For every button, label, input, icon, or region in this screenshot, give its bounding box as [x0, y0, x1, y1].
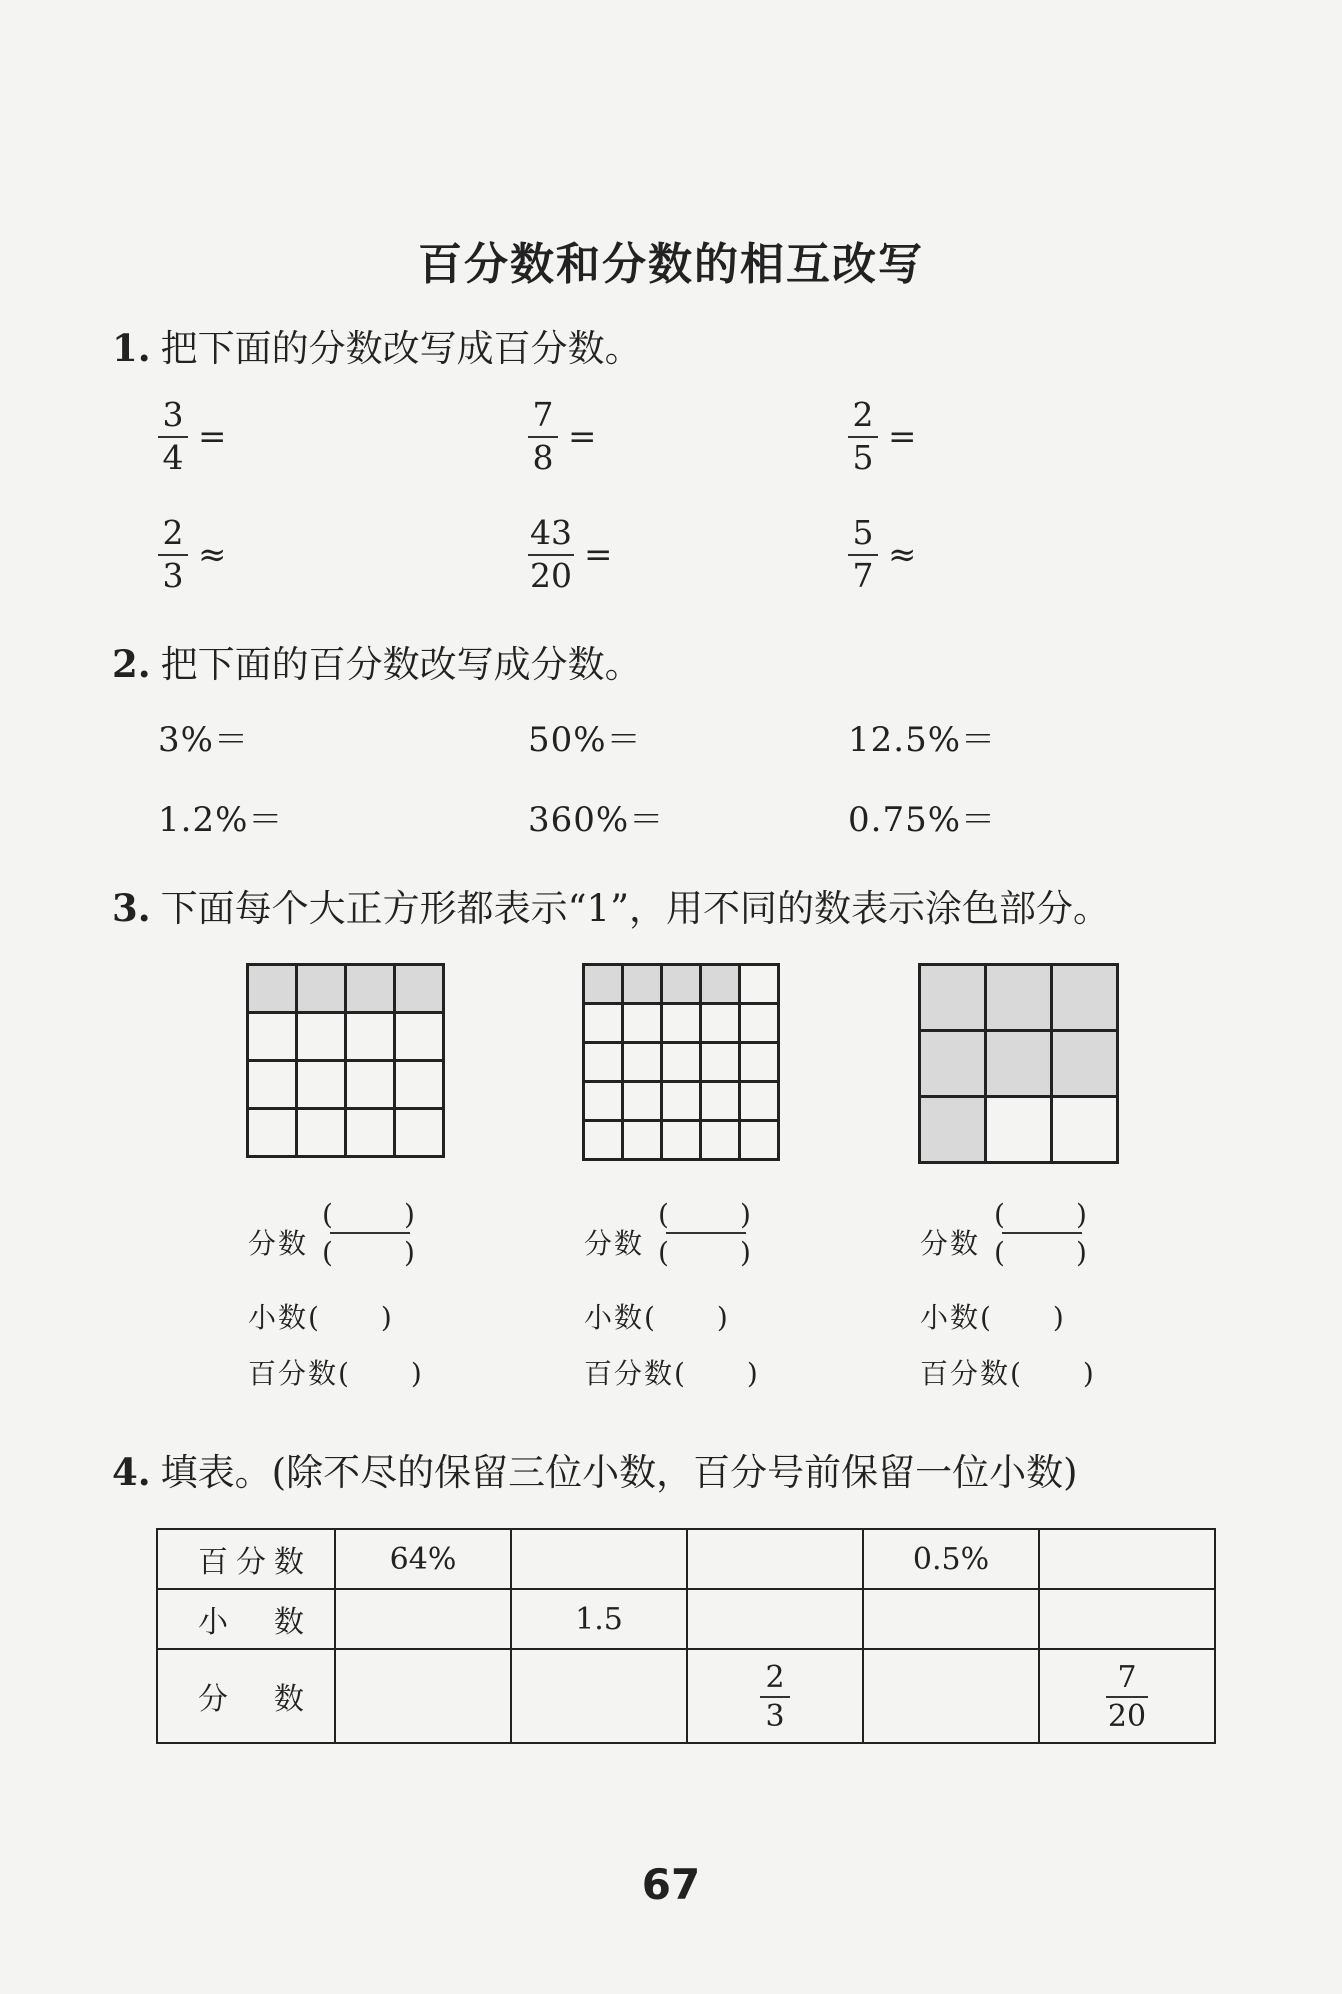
fraction-item	[848, 500, 917, 610]
fraction	[528, 395, 558, 477]
table-cell[interactable]	[335, 1589, 511, 1649]
square-grid-3x3	[918, 963, 1119, 1164]
operator: =	[568, 417, 597, 457]
table-cell[interactable]	[687, 1529, 863, 1589]
table-cell[interactable]: 1.5	[511, 1589, 687, 1649]
operator: =	[888, 417, 917, 457]
table-cell[interactable]	[335, 1649, 511, 1743]
denominator: 3	[162, 556, 184, 595]
table-cell[interactable]	[863, 1589, 1039, 1649]
table-cell[interactable]	[1039, 1529, 1215, 1589]
fraction-item	[158, 500, 227, 610]
decimal-label[interactable]: 小数( )	[248, 1301, 394, 1334]
table-cell[interactable]	[687, 1589, 863, 1649]
percent-item: 50%＝	[528, 720, 642, 760]
table-cell[interactable]	[511, 1529, 687, 1589]
decimal-label[interactable]: 小数( )	[920, 1301, 1066, 1334]
denominator: 20	[530, 556, 572, 595]
fraction	[528, 513, 574, 595]
fraction	[848, 513, 878, 595]
denominator: 8	[532, 438, 554, 477]
fraction-label: 分数	[248, 1227, 309, 1260]
fraction	[848, 395, 878, 477]
question-1: 1. 把下面的分数改写成百分数。	[112, 326, 642, 370]
percent-label[interactable]: 百分数( )	[248, 1357, 424, 1390]
numerator: 2	[162, 513, 184, 553]
table-cell[interactable]	[687, 1649, 863, 1743]
page-number: 67	[641, 1860, 701, 1909]
decimal-label[interactable]: 小数( )	[584, 1301, 730, 1334]
fraction-label: 分数	[920, 1227, 981, 1260]
fraction	[158, 513, 188, 595]
numerator: 43	[530, 513, 572, 553]
table-cell[interactable]: 64%	[335, 1529, 511, 1589]
page-title: 百分数和分数的相互改写	[418, 239, 924, 290]
denominator: 4	[162, 438, 184, 477]
fraction-item	[528, 500, 613, 610]
fraction-item	[848, 382, 917, 492]
fraction	[158, 395, 188, 477]
square-grid-5x5	[582, 963, 780, 1161]
numerator: 5	[852, 513, 874, 553]
fraction: $\frac{2}{3}$	[760, 1662, 790, 1733]
numerator: 3	[162, 395, 184, 435]
conversion-table	[156, 1528, 1216, 1744]
operator: =	[198, 417, 227, 457]
fraction-item	[158, 382, 227, 492]
question-4: 4. 填表。(除不尽的保留三位小数，百分号前保留一位小数)	[112, 1450, 1078, 1494]
fraction-blank[interactable]: ( ) ( )	[994, 1198, 1087, 1269]
percent-item: 0.75%＝	[848, 800, 997, 840]
question-2: 2. 把下面的百分数改写成分数。	[112, 642, 642, 686]
row-header-percent: 百分数	[157, 1529, 335, 1589]
percent-label[interactable]: 百分数( )	[920, 1357, 1096, 1390]
percent-item: 360%＝	[528, 800, 665, 840]
table-cell[interactable]	[1039, 1649, 1215, 1743]
percent-label[interactable]: 百分数( )	[584, 1357, 760, 1390]
operator: =	[584, 535, 613, 575]
percent-item: 12.5%＝	[848, 720, 997, 760]
operator: ≈	[888, 535, 917, 575]
fraction-blank[interactable]: ( ) ( )	[658, 1198, 751, 1269]
table-cell[interactable]	[863, 1649, 1039, 1743]
numerator: 2	[852, 395, 874, 435]
fraction-label: 分数	[584, 1227, 645, 1260]
denominator: 5	[852, 438, 874, 477]
fraction-item	[528, 382, 597, 492]
table-cell[interactable]	[1039, 1589, 1215, 1649]
fraction: $\frac{7}{20}$	[1107, 1659, 1147, 1734]
operator: ≈	[198, 535, 227, 575]
table-cell[interactable]: 0.5%	[863, 1529, 1039, 1589]
square-grid-4x4	[246, 963, 445, 1158]
row-header-decimal: 小 数	[157, 1589, 335, 1649]
percent-item: 1.2%＝	[158, 800, 284, 840]
question-3: 3. 下面每个大正方形都表示“1”，用不同的数表示涂色部分。	[112, 886, 1111, 930]
numerator: 7	[532, 395, 554, 435]
denominator: 7	[852, 556, 874, 595]
row-header-fraction: 分 数	[157, 1649, 335, 1743]
percent-item: 3%＝	[158, 720, 249, 760]
table-cell[interactable]	[511, 1649, 687, 1743]
fraction-blank[interactable]: ( ) ( )	[322, 1198, 415, 1269]
